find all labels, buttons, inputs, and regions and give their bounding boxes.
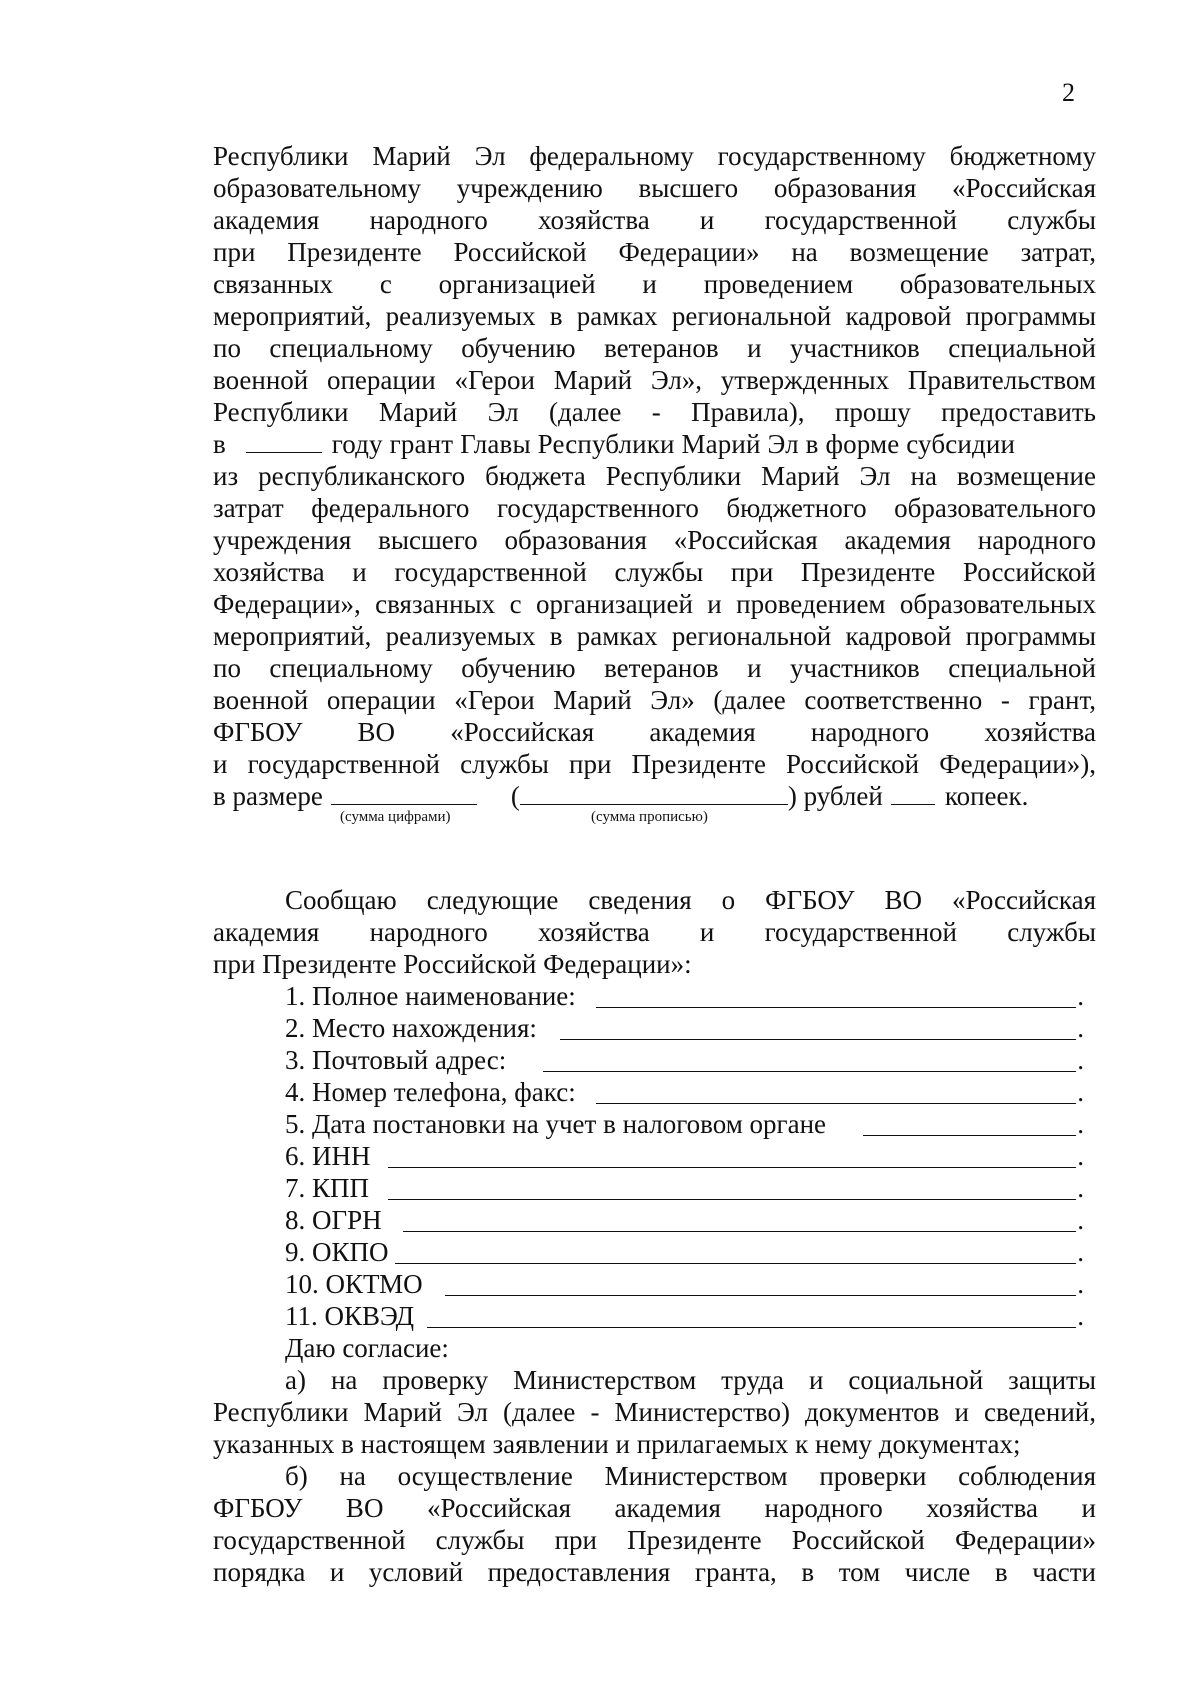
field-phone-fax [213,1076,1096,1108]
field-okpo [213,1236,1096,1268]
organization-fields [213,980,1096,1332]
field-oktmo [213,1268,1096,1300]
text-line: а) на проверку Министерством труда и социальной защиты [285,1365,1096,1395]
text-line: академия народного хозяйства и государственной службы [213,917,1096,947]
amount-kopecks-label: копеек. [944,781,1029,811]
amount-rubles: ) рублей [787,781,883,811]
text-line: академия народного хозяйства и государственной службы [213,205,1096,235]
text-line: Федерации», связанных с организацией и проведением образовательных [213,589,1096,619]
text-line: ФГБОУ ВО «Российская академия народного хозяйства [213,717,1096,747]
field-label: 7. КПП [285,1173,370,1203]
field-location [213,1012,1096,1044]
field-end-dot: . [1077,1237,1084,1267]
text-line: и государственной службы при Президенте Российской Федерации»), [213,749,1096,779]
year-suffix: году грант Главы Республики Марий Эл в форме субсидии [331,429,1016,459]
field-label: 1. Полное наименование: [285,981,576,1011]
text-line: по специальному обучению ветеранов и участников специальной [213,653,1096,683]
paragraph-info-intro [213,884,1096,980]
field-end-dot: . [1077,1173,1084,1203]
text-line: мероприятий, реализуемых в рамках региональной кадровой программы [213,301,1096,331]
field-label: 9. ОКПО [285,1237,389,1267]
field-kpp [213,1172,1096,1204]
text-line: Республики Марий Эл федеральному государственному бюджетному [213,141,1096,171]
field-label: 2. Место нахождения: [285,1013,537,1043]
field-label: 3. Почтовый адрес: [285,1045,507,1075]
field-end-dot: . [1077,1013,1084,1043]
field-input-line[interactable] [543,1071,1076,1072]
text-line: затрат федерального государственного бюджетного образовательного [213,493,1096,523]
amount-digits-blank[interactable] [331,782,477,805]
field-okved [213,1300,1096,1332]
field-end-dot: . [1077,1205,1084,1235]
field-input-line[interactable] [427,1327,1076,1328]
field-end-dot: . [1077,1141,1084,1171]
field-label: 8. ОГРН [285,1205,382,1235]
field-end-dot: . [1077,981,1084,1011]
field-end-dot: . [1077,1077,1084,1107]
amount-words-blank[interactable] [520,782,788,805]
hint-sum-digits: (сумма цифрами) [340,809,451,825]
year-prefix: в [213,429,226,459]
text-line: государственной службы при Президенте Российской Федерации» [213,1525,1096,1555]
text-line: военной операции «Герои Марий Эл», утвержденных Правительством [213,365,1096,395]
field-label: 10. ОКТМО [285,1269,423,1299]
consent-section [213,1332,1096,1588]
text-line: б) на осуществление Министерством проверки соблюдения [285,1461,1096,1491]
amount-line [213,780,1096,825]
text-line: мероприятий, реализуемых в рамках региональной кадровой программы [213,621,1096,651]
text-line: ФГБОУ ВО «Российская академия народного хозяйства и [213,1493,1096,1523]
text-line: образовательному учреждению высшего образования «Российская [213,173,1096,203]
text-line: хозяйства и государственной службы при Президенте Российской [213,557,1096,587]
field-input-line[interactable] [388,1167,1076,1168]
text-line: Сообщаю следующие сведения о ФГБОУ ВО «Российская [285,885,1096,915]
field-label: 6. ИНН [285,1141,371,1171]
field-input-line[interactable] [445,1295,1076,1296]
field-ogrn [213,1204,1096,1236]
field-tax-registration-date [213,1108,1096,1140]
text-line: военной операции «Герои Марий Эл» (далее соответственно - грант, [213,685,1096,715]
text-line: при Президенте Российской Федерации»: [213,949,692,979]
field-input-line[interactable] [863,1135,1076,1136]
text-line: из республиканского бюджета Республики Марий Эл на возмещение [213,461,1096,491]
field-input-line[interactable] [560,1039,1076,1040]
text-line: связанных с организацией и проведением образовательных [213,269,1096,299]
text-line: Республики Марий Эл (далее - Правила), прошу предоставить [213,397,1096,427]
field-input-line[interactable] [596,1007,1076,1008]
text-line: указанных в настоящем заявлении и прилагаемых к нему документах; [213,1429,1021,1459]
text-line: по специальному обучению ветеранов и участников специальной [213,333,1096,363]
text-line: Республики Марий Эл (далее - Министерство) документов и сведений, [213,1397,1096,1427]
field-end-dot: . [1077,1269,1084,1299]
field-label: 11. ОКВЭД [285,1301,414,1331]
field-input-line[interactable] [596,1103,1076,1104]
field-input-line[interactable] [403,1231,1076,1232]
amount-prefix: в размере [213,781,323,811]
field-end-dot: . [1077,1045,1084,1075]
field-postal-address [213,1044,1096,1076]
consent-heading: Даю согласие: [285,1333,449,1363]
field-input-line[interactable] [388,1199,1076,1200]
field-input-line[interactable] [395,1263,1076,1264]
year-blank[interactable] [246,430,322,453]
page-number: 2 [1062,78,1075,107]
field-end-dot: . [1077,1109,1084,1139]
text-line: порядка и условий предоставления гранта, в том числе в части [213,1557,1096,1587]
amount-open-paren: ( [510,781,520,811]
field-end-dot: . [1077,1301,1084,1331]
text-line: учреждения высшего образования «Российская академия народного [213,525,1096,555]
year-line [213,428,1096,460]
amount-kopecks-blank[interactable] [891,782,935,805]
text-line: при Президенте Российской Федерации» на возмещение затрат, [213,237,1096,267]
field-label: 4. Номер телефона, факс: [285,1077,576,1107]
field-full-name [213,980,1096,1012]
field-inn [213,1140,1096,1172]
paragraph-grant-request [213,140,1096,825]
hint-sum-words: (сумма прописью) [591,809,708,825]
field-label: 5. Дата постановки на учет в налоговом органе [285,1109,827,1139]
